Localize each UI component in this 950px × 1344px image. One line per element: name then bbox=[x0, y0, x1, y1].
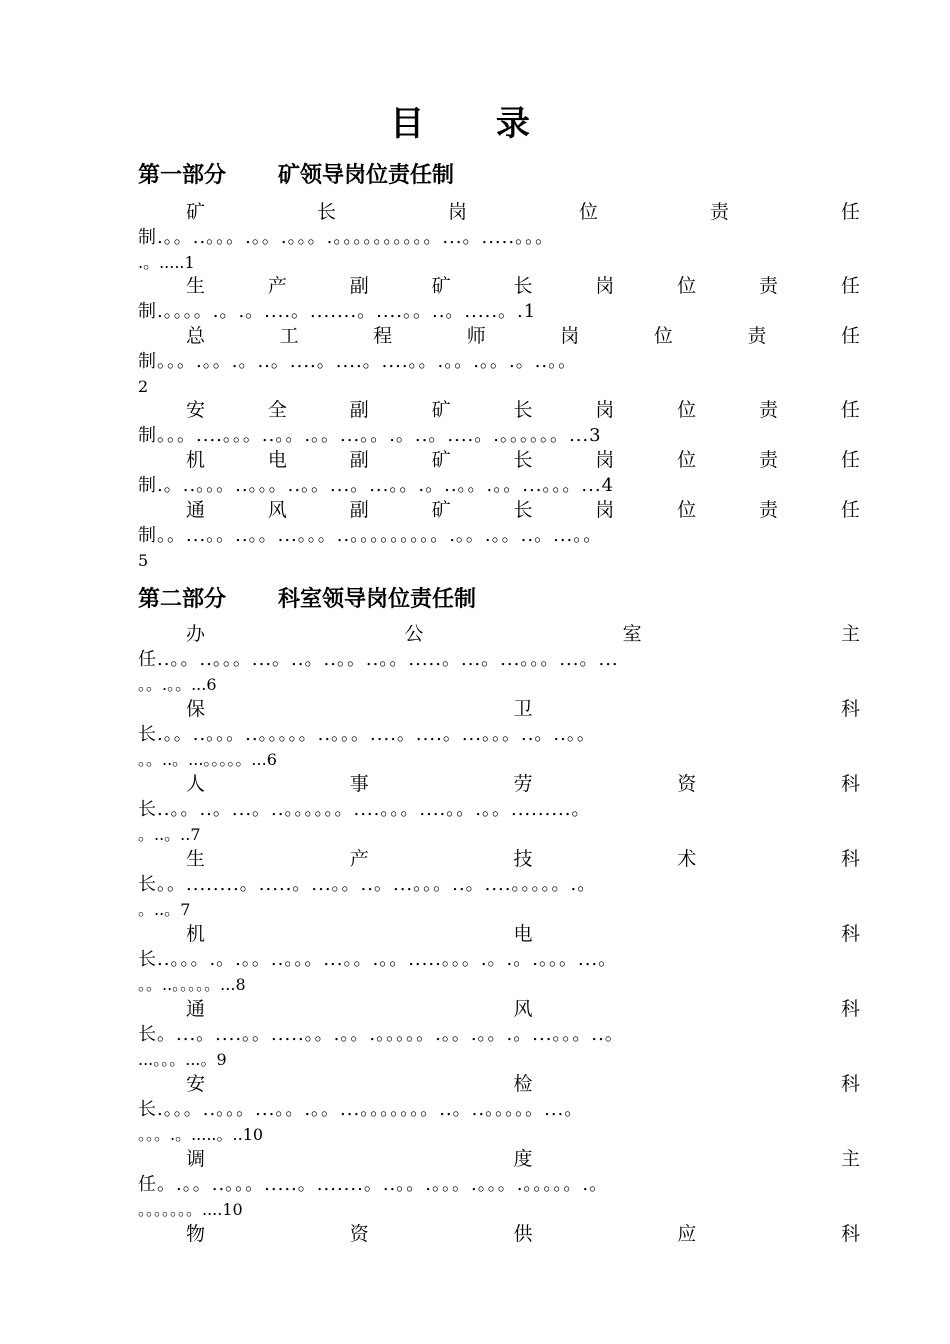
leader-dots: 。..。 bbox=[138, 900, 181, 919]
entry-title bbox=[138, 697, 860, 722]
toc-entry[interactable] bbox=[138, 847, 860, 922]
page-number: 6 bbox=[266, 750, 277, 769]
entry-title-char: 术 bbox=[677, 848, 697, 870]
toc-entry[interactable] bbox=[138, 324, 860, 399]
leader-line: 制。。。.。。.。..。....。....。....。。.。。.。。.。..。。 bbox=[138, 351, 578, 372]
entry-title-char: 位 bbox=[677, 449, 697, 471]
page-number: 8 bbox=[235, 975, 246, 994]
entry-title-char: 责 bbox=[759, 449, 779, 471]
page-number: 2 bbox=[138, 377, 149, 396]
entry-title bbox=[138, 622, 860, 647]
leader-continuation bbox=[138, 1122, 860, 1147]
entry-title-char: 公 bbox=[404, 623, 424, 645]
entry-title-char: 程 bbox=[373, 325, 393, 347]
entry-title-char: 供 bbox=[513, 1223, 533, 1245]
entry-title-char: 师 bbox=[466, 325, 486, 347]
entry-title-char: 位 bbox=[677, 275, 697, 297]
entry-title bbox=[138, 847, 860, 872]
entry-title bbox=[138, 274, 860, 299]
page-number: 9 bbox=[216, 1050, 227, 1069]
entry-title bbox=[138, 398, 860, 423]
entry-title bbox=[138, 324, 860, 349]
leader-dots: 。。..。...。。。。。... bbox=[138, 750, 267, 769]
entry-title bbox=[138, 1147, 860, 1172]
entry-title-char: 岗 bbox=[595, 399, 615, 421]
leader-continuation bbox=[138, 897, 860, 922]
toc-entry[interactable] bbox=[138, 1222, 860, 1247]
entry-title-char: 岗 bbox=[595, 275, 615, 297]
entry-title-char: 岗 bbox=[595, 499, 615, 521]
entry-title-char: 应 bbox=[677, 1223, 697, 1245]
section-heading bbox=[138, 160, 454, 190]
leader-continuation bbox=[138, 747, 860, 772]
entry-title-char: 任 bbox=[840, 325, 860, 347]
entry-title-char: 工 bbox=[279, 325, 299, 347]
leader-line: 长.。。..。。。..。。。。。..。。。....。....。...。。。..。..。。 bbox=[138, 724, 596, 745]
toc-title: 目 录 bbox=[390, 104, 560, 144]
leader-dots: .。..... bbox=[138, 253, 185, 272]
entry-title-char: 全 bbox=[267, 399, 287, 421]
section-heading bbox=[138, 584, 476, 614]
entry-title-char: 副 bbox=[349, 399, 369, 421]
entry-title-char: 副 bbox=[349, 499, 369, 521]
entry-title-char: 电 bbox=[267, 449, 287, 471]
entry-title bbox=[138, 498, 860, 523]
entry-title-char: 总 bbox=[186, 325, 206, 347]
entry-title-char: 科 bbox=[840, 923, 860, 945]
page-number: 1 bbox=[184, 253, 195, 272]
leader-line: 制.。..。。。..。。。..。。...。...。。.。..。。.。。...。。。...4 bbox=[138, 475, 615, 496]
toc-entry[interactable] bbox=[138, 1072, 860, 1147]
entry-title-char: 矿 bbox=[186, 201, 206, 223]
toc-entry[interactable] bbox=[138, 274, 860, 324]
entry-title-char: 矿 bbox=[431, 449, 451, 471]
entry-title-char: 科 bbox=[840, 848, 860, 870]
entry-title-char: 矿 bbox=[431, 399, 451, 421]
page-number: 5 bbox=[138, 551, 149, 570]
entry-title-char: 保 bbox=[186, 698, 206, 720]
entry-title-char: 电 bbox=[513, 923, 533, 945]
entry-title-char: 人 bbox=[186, 773, 206, 795]
entry-title-char: 任 bbox=[840, 201, 860, 223]
entry-title-char: 主 bbox=[840, 623, 860, 645]
entry-title-char: 任 bbox=[840, 275, 860, 297]
leader-line: 长。。........。.....。...。。..。...。。。..。....。。。。。.。 bbox=[138, 874, 597, 895]
entry-title-char: 任 bbox=[840, 499, 860, 521]
entry-title-char: 位 bbox=[677, 399, 697, 421]
entry-title-char: 生 bbox=[186, 848, 206, 870]
entry-title-char: 科 bbox=[840, 698, 860, 720]
entry-title-char: 资 bbox=[349, 1223, 369, 1245]
leader-dots: 。。.。。... bbox=[138, 675, 207, 694]
section-name: 科室领导岗位责任制 bbox=[278, 586, 477, 612]
leader-line: 制。。。....。。。..。。.。。...。。.。..。....。.。。。。。。...3 bbox=[138, 425, 602, 446]
entry-title bbox=[138, 200, 860, 225]
entry-title-char: 安 bbox=[186, 1073, 206, 1095]
entry-title-char: 位 bbox=[653, 325, 673, 347]
leader-continuation bbox=[138, 250, 860, 275]
entry-title-char: 长 bbox=[513, 499, 533, 521]
entry-title-char: 任 bbox=[840, 399, 860, 421]
entry-title bbox=[138, 1072, 860, 1097]
entry-title-char: 岗 bbox=[595, 449, 615, 471]
entry-title-char: 责 bbox=[759, 499, 779, 521]
entry-title bbox=[138, 922, 860, 947]
section-number: 第二部分 bbox=[138, 586, 227, 612]
entry-title-char: 风 bbox=[267, 499, 287, 521]
entry-title-char: 责 bbox=[747, 325, 767, 347]
toc-entry[interactable] bbox=[138, 200, 860, 275]
entry-title-char: 生 bbox=[186, 275, 206, 297]
entry-title-char: 矿 bbox=[431, 499, 451, 521]
toc-entry[interactable] bbox=[138, 622, 860, 697]
leader-dots: 。。..。。。。。... bbox=[138, 975, 236, 994]
entry-title-char: 责 bbox=[709, 201, 729, 223]
section-number: 第一部分 bbox=[138, 162, 227, 188]
entry-title-char: 事 bbox=[349, 773, 369, 795]
entry-title-char: 检 bbox=[513, 1073, 533, 1095]
leader-line: 任..。。..。。。...。..。..。。..。。.....。...。...。。。...。... bbox=[138, 649, 619, 670]
page-number: 10 bbox=[222, 1200, 243, 1219]
page-number: 7 bbox=[180, 900, 191, 919]
leader-dots: 。..。.. bbox=[138, 825, 191, 844]
toc-entry[interactable] bbox=[138, 997, 860, 1072]
entry-title-char: 安 bbox=[186, 399, 206, 421]
leader-continuation bbox=[138, 972, 860, 997]
entry-title-char: 主 bbox=[840, 1148, 860, 1170]
entry-title bbox=[138, 997, 860, 1022]
toc-entry[interactable] bbox=[138, 922, 860, 997]
entry-title-char: 长 bbox=[513, 275, 533, 297]
entry-title-char: 科 bbox=[840, 773, 860, 795]
entry-title-char: 责 bbox=[759, 399, 779, 421]
toc-entry[interactable] bbox=[138, 448, 860, 498]
entry-title-char: 责 bbox=[759, 275, 779, 297]
leader-dots: ...。。。...。 bbox=[138, 1050, 217, 1069]
entry-title-char: 长 bbox=[513, 449, 533, 471]
entry-title-char: 度 bbox=[513, 1148, 533, 1170]
leader-line: 长..。。。.。.。。..。。。...。。.。。.....。。。.。.。.。。。...。 bbox=[138, 949, 618, 970]
leader-dots: 。。。。。。。.... bbox=[138, 1200, 223, 1219]
entry-title-char: 产 bbox=[267, 275, 287, 297]
entry-title-char: 资 bbox=[677, 773, 697, 795]
page-number: 7 bbox=[190, 825, 201, 844]
leader-line: 任。.。。..。。。.....。.......。..。。.。。。.。。。.。。。。。.。 bbox=[138, 1174, 609, 1195]
page-number: 6 bbox=[206, 675, 217, 694]
entry-title bbox=[138, 1222, 860, 1247]
leader-continuation bbox=[138, 822, 860, 847]
leader-line: 长。...。....。。.....。。.。。.。。。。。.。。.。。.。...。。。..。 bbox=[138, 1024, 624, 1045]
entry-title-char: 机 bbox=[186, 923, 206, 945]
page-number: 10 bbox=[242, 1125, 264, 1144]
entry-title-char: 机 bbox=[186, 449, 206, 471]
leader-line: 长..。。..。...。..。。。。。。....。。。....。。.。。.........。 bbox=[138, 799, 591, 820]
entry-title-char: 室 bbox=[622, 623, 642, 645]
entry-title-char: 科 bbox=[840, 1223, 860, 1245]
entry-title-char: 副 bbox=[349, 275, 369, 297]
entry-title-char: 长 bbox=[513, 399, 533, 421]
entry-title-char: 长 bbox=[316, 201, 336, 223]
entry-title-char: 技 bbox=[513, 848, 533, 870]
entry-title bbox=[138, 772, 860, 797]
toc-entry[interactable] bbox=[138, 1147, 860, 1222]
entry-title-char: 通 bbox=[186, 998, 206, 1020]
leader-continuation bbox=[138, 1197, 860, 1222]
entry-title-char: 卫 bbox=[513, 698, 533, 720]
entry-title bbox=[138, 448, 860, 473]
toc-entry[interactable] bbox=[138, 498, 860, 573]
section-name: 矿领导岗位责任制 bbox=[278, 162, 455, 188]
entry-title-char: 科 bbox=[840, 998, 860, 1020]
entry-title-char: 物 bbox=[186, 1223, 206, 1245]
entry-title-char: 任 bbox=[840, 449, 860, 471]
leader-line: 长.。。。..。。。...。。.。。...。。。。。。。..。..。。。。。...。 bbox=[138, 1099, 584, 1120]
entry-title-char: 通 bbox=[186, 499, 206, 521]
entry-title-char: 位 bbox=[677, 499, 697, 521]
entry-title-char: 办 bbox=[186, 623, 206, 645]
entry-title-char: 产 bbox=[349, 848, 369, 870]
entry-title-char: 矿 bbox=[431, 275, 451, 297]
leader-line: 制.。。。。.。.。....。.......。....。。..。.....。.1 bbox=[138, 301, 537, 322]
entry-title-char: 副 bbox=[349, 449, 369, 471]
entry-title-char: 位 bbox=[578, 201, 598, 223]
leader-dots: 。。。.。.....。.. bbox=[138, 1125, 243, 1144]
toc-entry[interactable] bbox=[138, 772, 860, 847]
entry-title-char: 岗 bbox=[447, 201, 467, 223]
entry-title-char: 岗 bbox=[560, 325, 580, 347]
toc-entry[interactable] bbox=[138, 398, 860, 448]
entry-title-char: 风 bbox=[513, 998, 533, 1020]
entry-title-char: 劳 bbox=[513, 773, 533, 795]
leader-line: 制.。。..。。。.。。.。。。.。。。。。。。。。。...。.....。。。 bbox=[138, 227, 555, 248]
leader-line: 制。。...。。..。。...。。。..。。。。。。。。。.。。.。。..。...。。 bbox=[138, 525, 603, 546]
leader-continuation bbox=[138, 672, 860, 697]
leader-continuation bbox=[138, 1047, 860, 1072]
entry-title-char: 调 bbox=[186, 1148, 206, 1170]
toc-entry[interactable] bbox=[138, 697, 860, 772]
entry-title-char: 科 bbox=[840, 1073, 860, 1095]
